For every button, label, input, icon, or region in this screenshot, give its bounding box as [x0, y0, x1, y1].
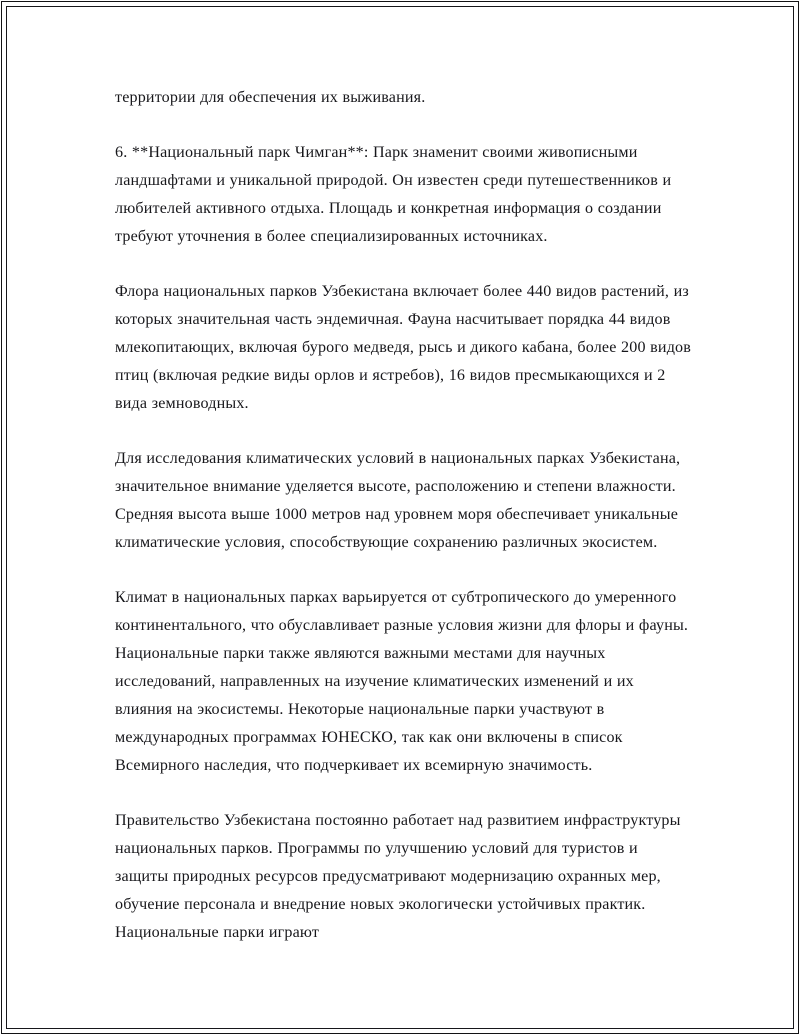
- paragraph: территории для обеспечения их выживания.: [115, 89, 426, 106]
- paragraph: Флора национальных парков Узбекистана включает более 440 видов растений, из которых значительная часть эндемичная. Фауна насчитывает порядка 44 видов млекопитающих, включая бурого медведя, рысь и дикого кабана, более 200 видов птиц (включая редкие виды орлов и ястребов), 16 видов пресмыкающихся и 2 вида земноводных.: [115, 283, 692, 412]
- paragraph: Климат в национальных парках варьируется от субтропического до умеренного континентального, что обуславливает разные условия жизни для флоры и фауны. Национальные парки также являются важными местами для научных исследований, направленных на изучение климатических изменений и их влияния на экосистемы. Некоторые национальные парки участвуют в международных программах ЮНЕСКО, так как они включены в список Всемирного наследия, что подчеркивает их всемирную значимость.: [115, 589, 689, 774]
- paragraph: Правительство Узбекистана постоянно работает над развитием инфраструктуры национальных парков. Программы по улучшению условий для туристов и защиты природных ресурсов предусматривают модернизацию охранных мер, обучение персонала и внедрение новых экологически устойчивых практик. Национальные парки играют: [115, 812, 681, 941]
- paragraph: 6. **Национальный парк Чимган**: Парк знаменит своими живописными ландшафтами и уникальной природой. Он известен среди путешественников и любителей активного отдыха. Площадь и конкретная информация о создании требуют уточнения в более специализированных источниках.: [115, 144, 672, 245]
- document-text-body: [115, 84, 693, 947]
- paragraph: Для исследования климатических условий в национальных парках Узбекистана, значительное внимание уделяется высоте, расположению и степени влажности. Средняя высота выше 1000 метров над уровнем моря обеспечивает уникальные климатические условия, способствующие сохранению различных экосистем.: [115, 450, 681, 551]
